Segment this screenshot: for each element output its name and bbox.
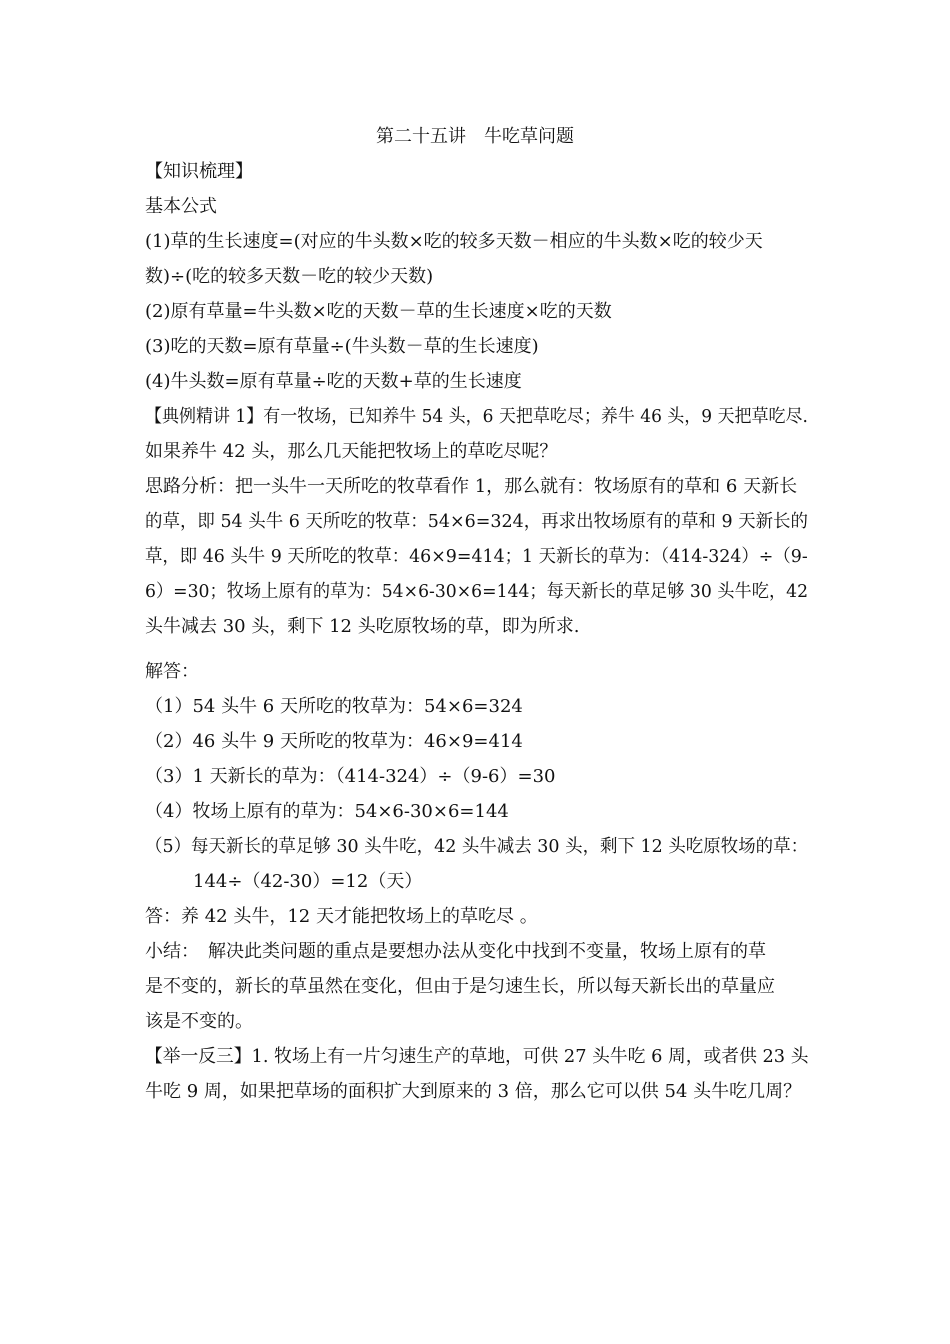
practice-line-2: 牛吃 9 周，如果把草场的面积扩大到原来的 3 倍，那么它可以供 54 头牛吃几周？: [145, 1081, 802, 1102]
example-1-line-1: 【典例精讲 1】有一牧场，已知养牛 54 头，6 天把草吃尽；养牛 46 头，9 天把草吃尽.: [145, 406, 808, 427]
analysis-line-1: 思路分析：把一头牛一天所吃的牧草看作 1，那么就有：牧场原有的草和 6 天新长: [145, 476, 798, 497]
analysis-line-5: 头牛减去 30 头，剩下 12 头吃原牧场的草，即为所求.: [145, 616, 580, 637]
analysis-line-4: 6）=30；牧场上原有的草为：54×6-30×6=144；每天新长的草足够 30 头牛吃，42: [145, 581, 809, 602]
formula-3: (3)吃的天数=原有草量÷(牛头数－草的生长速度): [145, 336, 539, 357]
formula-1-line-2: 数)÷(吃的较多天数－吃的较少天数): [145, 266, 434, 287]
section-heading: 【知识梳理】: [145, 161, 253, 182]
analysis-line-3: 草，即 46 头牛 9 天所吃的牧草：46×9=414；1 天新长的草为：（414-324）÷（9-: [145, 546, 808, 567]
summary-line-2: 是不变的，新长的草虽然在变化，但由于是匀速生长，所以每天新长出的草量应: [145, 976, 775, 997]
summary-line-1: 小结： 解决此类问题的重点是要想办法从变化中找到不变量，牧场上原有的草: [145, 941, 766, 962]
solution-step-4: （4）牧场上原有的草为：54×6-30×6=144: [145, 801, 509, 822]
analysis-line-2: 的草，即 54 头牛 6 天所吃的牧草：54×6=324，再求出牧场原有的草和 9 天新长的: [145, 511, 809, 532]
formula-heading: 基本公式: [145, 196, 217, 217]
example-1-line-2: 如果养牛 42 头，那么几天能把牧场上的草吃尽呢？: [145, 441, 558, 462]
solution-step-2: （2）46 头牛 9 天所吃的牧草为：46×9=414: [145, 731, 523, 752]
solution-step-1: （1）54 头牛 6 天所吃的牧草为：54×6=324: [145, 696, 523, 717]
solution-step-5: （5）每天新长的草足够 30 头牛吃，42 头牛减去 30 头，剩下 12 头吃原牧场的草：: [145, 836, 809, 857]
practice-line-1: 【举一反三】1. 牧场上有一片匀速生产的草地，可供 27 头牛吃 6 周，或者供 23 头: [145, 1046, 809, 1067]
solution-step-3: （3）1 天新长的草为：（414-324）÷（9-6）=30: [145, 766, 556, 787]
page-title: 第二十五讲 牛吃草问题: [376, 126, 574, 147]
formula-2: (2)原有草量=牛头数×吃的天数－草的生长速度×吃的天数: [145, 301, 612, 322]
final-answer: 答：养 42 头牛，12 天才能把牧场上的草吃尽 。: [145, 906, 538, 927]
formula-1-line-1: (1)草的生长速度=(对应的牛头数×吃的较多天数－相应的牛头数×吃的较少天: [145, 231, 763, 252]
answer-label: 解答：: [145, 661, 199, 682]
formula-4: (4)牛头数=原有草量÷吃的天数+草的生长速度: [145, 371, 522, 392]
solution-step-5-calc: 144÷（42-30）=12（天）: [193, 871, 423, 892]
summary-line-3: 该是不变的。: [145, 1011, 253, 1032]
